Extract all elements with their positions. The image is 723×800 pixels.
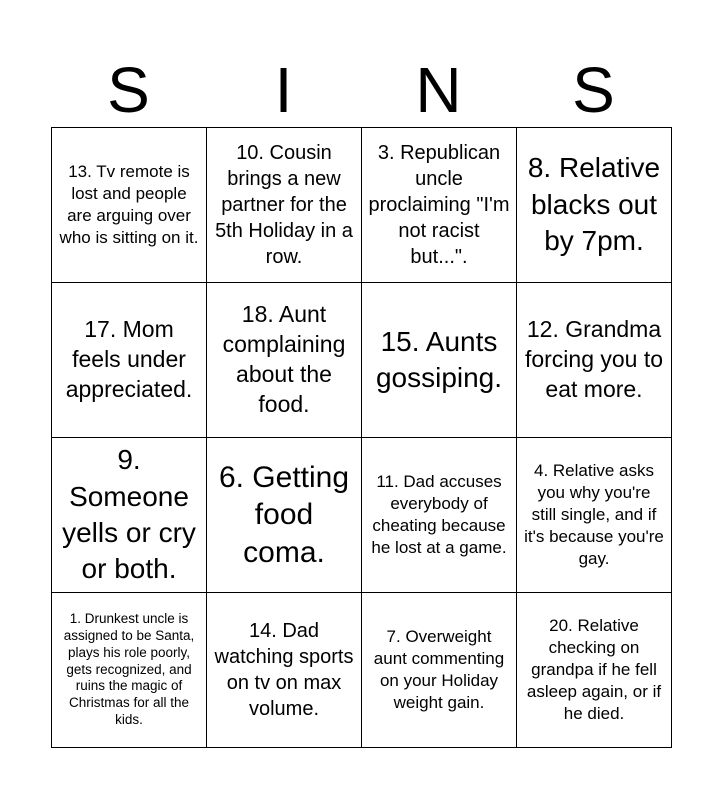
cell-text: 9. Someone yells or cry or both.: [62, 444, 196, 585]
cell-text: 11. Dad accuses everybody of cheating because he lost at a game.: [371, 471, 507, 558]
bingo-cell-r1c4[interactable]: [517, 128, 672, 283]
header-letter-2: I: [274, 54, 293, 126]
bingo-cell-r3c1[interactable]: [52, 438, 207, 593]
bingo-cell-r2c4[interactable]: [517, 283, 672, 438]
bingo-cell-r4c2[interactable]: [207, 593, 362, 748]
cell-text: 14. Dad watching sports on tv on max volume.: [214, 620, 354, 720]
cell-text: 6. Getting food coma.: [218, 460, 350, 569]
cell-text: 18. Aunt complaining about the food.: [222, 301, 346, 417]
bingo-cell-r2c2[interactable]: [207, 283, 362, 438]
bingo-cell-r3c3[interactable]: [362, 438, 517, 593]
cell-text: 3. Republican uncle proclaiming "I'm not racist but...".: [368, 142, 510, 268]
cell-text: 4. Relative asks you why you're still single, and if it's because you're gay.: [524, 460, 664, 569]
bingo-cell-r1c1[interactable]: [52, 128, 207, 283]
header-letter-4: S: [572, 54, 615, 126]
cell-text: 15. Aunts gossiping.: [375, 325, 503, 393]
bingo-cell-r4c4[interactable]: [517, 593, 672, 748]
bingo-cell-r2c1[interactable]: [52, 283, 207, 438]
cell-text: 13. Tv remote is lost and people are arguing over who is sitting on it.: [59, 161, 199, 248]
bingo-cell-r4c3[interactable]: [362, 593, 517, 748]
cell-text: 20. Relative checking on grandpa if he fell asleep again, or if he died.: [526, 615, 662, 724]
bingo-board: [51, 127, 672, 748]
cell-text: 10. Cousin brings a new partner for the 5th Holiday in a row.: [215, 142, 353, 268]
header-letter-3: N: [415, 54, 462, 126]
bingo-header: [51, 52, 671, 128]
bingo-cell-r2c3[interactable]: [362, 283, 517, 438]
cell-text: 8. Relative blacks out by 7pm.: [527, 152, 661, 257]
cell-text: 1. Drunkest uncle is assigned to be Santa, plays his role poorly, gets recognized, and ruins the magic of Christmas for all the kids.: [63, 610, 195, 728]
bingo-cell-r1c2[interactable]: [207, 128, 362, 283]
bingo-cell-r4c1[interactable]: [52, 593, 207, 748]
cell-text: 17. Mom feels under appreciated.: [65, 316, 193, 402]
bingo-cell-r1c3[interactable]: [362, 128, 517, 283]
bingo-cell-r3c4[interactable]: [517, 438, 672, 593]
cell-text: 7. Overweight aunt commenting on your Holiday weight gain.: [373, 626, 505, 713]
header-letter-1: S: [107, 54, 150, 126]
cell-text: 12. Grandma forcing you to eat more.: [524, 316, 664, 402]
bingo-cell-r3c2[interactable]: [207, 438, 362, 593]
